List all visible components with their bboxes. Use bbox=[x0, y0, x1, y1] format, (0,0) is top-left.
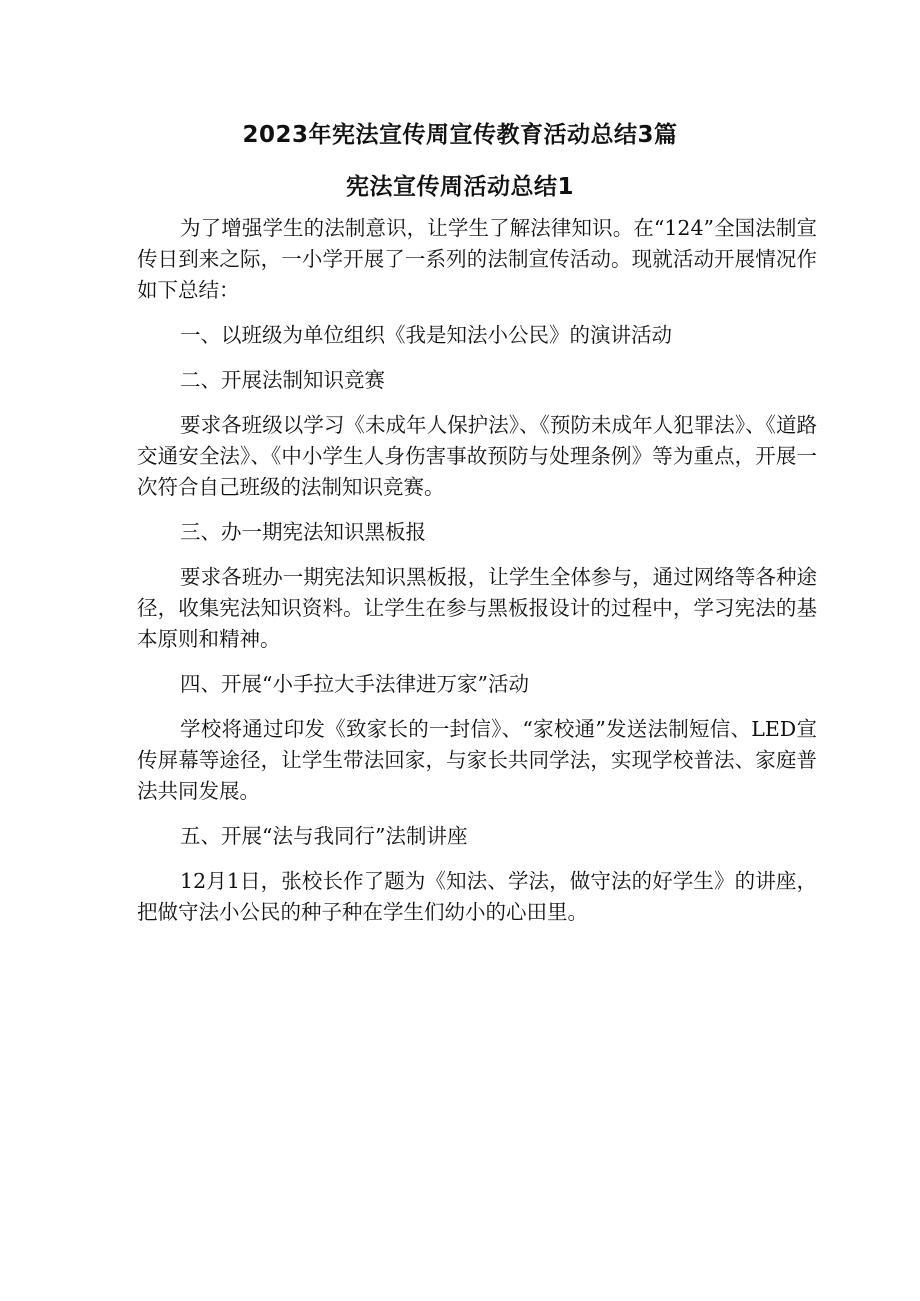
intro-paragraph: 为了增强学生的法制意识，让学生了解法律知识。在“124”全国法制宣传日到来之际，一小学开展了一系列的法制宣传活动。现就活动开展情况作如下总结： bbox=[137, 216, 817, 302]
blackboard-paragraph: 要求各班办一期宪法知识黑板报，让学生全体参与，通过网络等各种途径，收集宪法知识资料。让学生在参与黑板报设计的过程中，学习宪法的基本原则和精神。 bbox=[137, 565, 817, 651]
heading-knowledge-contest: 二、开展法制知识竞赛 bbox=[180, 368, 386, 392]
document-body bbox=[137, 213, 817, 942]
lecture-paragraph: 12月1日，张校长作了题为《知法、学法，做守法的好学生》的讲座，把做守法小公民的种子种在学生们幼小的心田里。 bbox=[137, 869, 817, 924]
contest-paragraph: 要求各班级以学习《未成年人保护法》、《预防未成年人犯罪法》、《道路交通安全法》、《中小学生人身伤害事故预防与处理条例》等为重点，开展一次符合自己班级的法制知识竞赛。 bbox=[137, 413, 817, 499]
heading-family-activity: 四、开展“小手拉大手法律进万家”活动 bbox=[180, 672, 530, 696]
heading-speech-activity: 一、以班级为单位组织《我是知法小公民》的演讲活动 bbox=[180, 323, 673, 347]
document-title: 2023年宪法宣传周宣传教育活动总结3篇 bbox=[242, 122, 678, 148]
section-title: 宪法宣传周活动总结1 bbox=[345, 174, 574, 200]
heading-lecture: 五、开展“法与我同行”法制讲座 bbox=[180, 824, 468, 848]
family-paragraph: 学校将通过印发《致家长的一封信》、“家校通”发送法制短信、LED宣传屏幕等途径，让学生带法回家，与家长共同学法，实现学校普法、家庭普法共同发展。 bbox=[137, 717, 817, 803]
heading-blackboard: 三、办一期宪法知识黑板报 bbox=[180, 520, 427, 544]
